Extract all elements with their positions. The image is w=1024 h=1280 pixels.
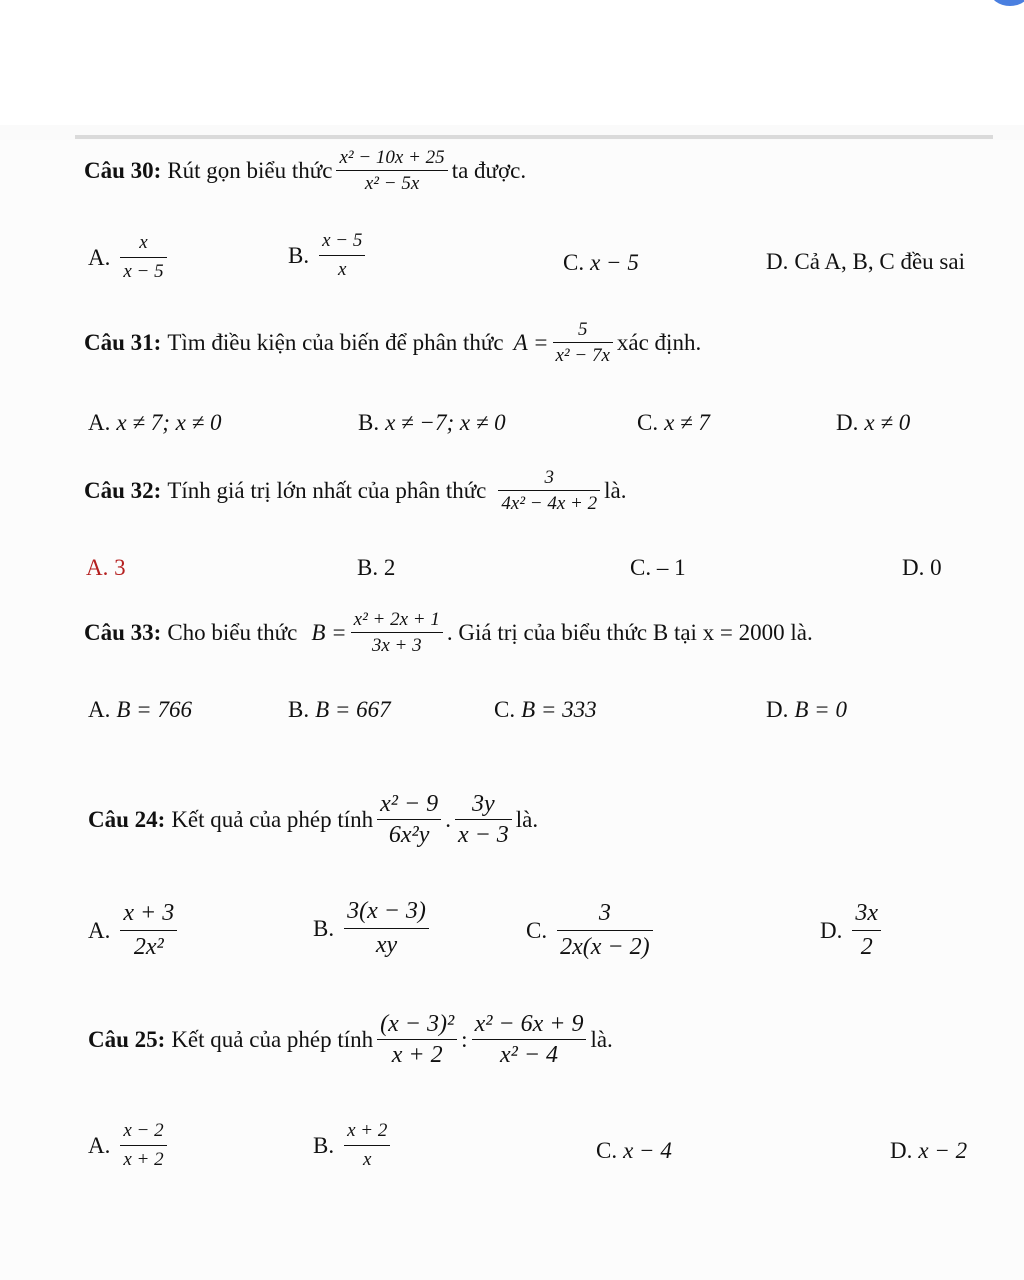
question-tail: . Giá trị của biểu thức B tại x = 2000 là. — [446, 620, 813, 645]
option-d[interactable]: D. x − 2 — [890, 1138, 968, 1163]
question-text: Tính giá trị lớn nhất của phân thức — [167, 478, 487, 503]
option-d[interactable]: D. x ≠ 0 — [836, 410, 911, 435]
question-label: Câu 33: — [84, 620, 162, 645]
math-lhs: A = — [513, 330, 549, 355]
question-label: Câu 30: — [84, 158, 162, 183]
option-a[interactable]: A. $\frac{x - 2}{x + 2}$ — [88, 1120, 171, 1171]
option-fraction: $\frac{x - 5}{x}$ — [319, 230, 365, 281]
fraction: $\frac{\text{x² + 2x + 1}}{3x + 3}$ — [351, 610, 443, 655]
option-c[interactable]: C. x − 4 — [596, 1138, 672, 1163]
question-32 — [84, 468, 626, 513]
corner-badge — [990, 0, 1024, 6]
option-c[interactable]: C. x − 5 — [563, 250, 639, 275]
question-24 — [88, 792, 538, 847]
fraction-2: $\frac{\text{x² − 6x + 9}}{\text{x² − 4}}$ — [472, 1012, 587, 1067]
option-a[interactable]: A. x ≠ 7; x ≠ 0 — [88, 410, 222, 435]
question-tail: là. — [515, 807, 539, 832]
question-text: Kết quả của phép tính — [171, 1027, 374, 1052]
option-c[interactable]: C. – 1 — [630, 555, 686, 580]
fraction: $\frac{3}{\text{4x² − 4x + 2}}$ — [498, 468, 600, 513]
question-tail: xác định. — [616, 330, 702, 355]
option-d[interactable]: D. B = 0 — [766, 697, 847, 722]
fraction-1: $\frac{\text{(x − 3)²}}{x + 2}$ — [377, 1012, 457, 1067]
option-b[interactable]: B. $\frac{x - 5}{x}$ — [288, 230, 369, 281]
question-31 — [84, 320, 701, 365]
option-b[interactable]: B. x ≠ −7; x ≠ 0 — [358, 410, 506, 435]
option-b[interactable]: B. $\frac{x + 2}{x}$ — [313, 1120, 394, 1171]
question-text: Kết quả của phép tính — [171, 807, 374, 832]
divider — [75, 135, 993, 139]
question-tail: ta được. — [451, 158, 527, 183]
fraction — [336, 148, 447, 193]
fraction: $\frac{5}{\text{x² − 7x}}$ — [553, 320, 613, 365]
question-text: Rút gọn biểu thức — [167, 158, 333, 183]
operator: . — [445, 807, 451, 832]
question-25 — [88, 1012, 613, 1067]
option-c[interactable]: C. $\frac{3}{2x(x - 2)}$ — [526, 900, 657, 961]
option-b[interactable]: B. $\frac{3(x - 3)}{xy}$ — [313, 898, 433, 959]
question-text: Cho biểu thức — [167, 620, 298, 645]
math-lhs: B = — [311, 620, 347, 645]
question-label: Câu 32: — [84, 478, 162, 503]
option-d[interactable]: D. $\frac{3x}{2}$ — [820, 900, 885, 961]
question-label: Câu 31: — [84, 330, 162, 355]
question-33 — [84, 610, 813, 655]
question-text: Tìm điều kiện của biến để phân thức — [167, 330, 504, 355]
fraction-2: $\frac{3y}{x - 3}$ — [455, 792, 512, 847]
option-d[interactable]: D. Cả A, B, C đều sai — [766, 249, 965, 274]
option-b[interactable]: B. B = 667 — [288, 697, 391, 722]
option-a[interactable]: A. $\frac{x}{x - 5}$ — [88, 232, 171, 283]
option-a[interactable]: A. 3 — [86, 555, 126, 580]
option-c[interactable]: C. B = 333 — [494, 697, 597, 722]
option-a[interactable]: A. $\frac{x + 3}{\text{2x²}}$ — [88, 900, 181, 961]
option-fraction: $\frac{x}{x - 5}$ — [120, 232, 166, 283]
top-blank-area — [0, 0, 1024, 125]
option-b[interactable]: B. 2 — [357, 555, 396, 580]
fraction-denominator: x² − 5x — [364, 173, 420, 194]
fraction-1: $\frac{\text{x² − 9}}{\text{6x²y}}$ — [377, 792, 441, 847]
question-tail: là. — [590, 1027, 613, 1052]
operator: : — [461, 1027, 468, 1052]
question-label: Câu 25: — [88, 1027, 166, 1052]
option-a[interactable]: A. B = 766 — [88, 697, 192, 722]
option-d[interactable]: D. 0 — [902, 555, 942, 580]
question-tail: là. — [604, 478, 627, 503]
option-c[interactable]: C. x ≠ 7 — [637, 410, 710, 435]
question-label: Câu 24: — [88, 807, 166, 832]
question-30 — [84, 148, 526, 193]
fraction-numerator: x² − 10x + 25 — [339, 147, 445, 168]
